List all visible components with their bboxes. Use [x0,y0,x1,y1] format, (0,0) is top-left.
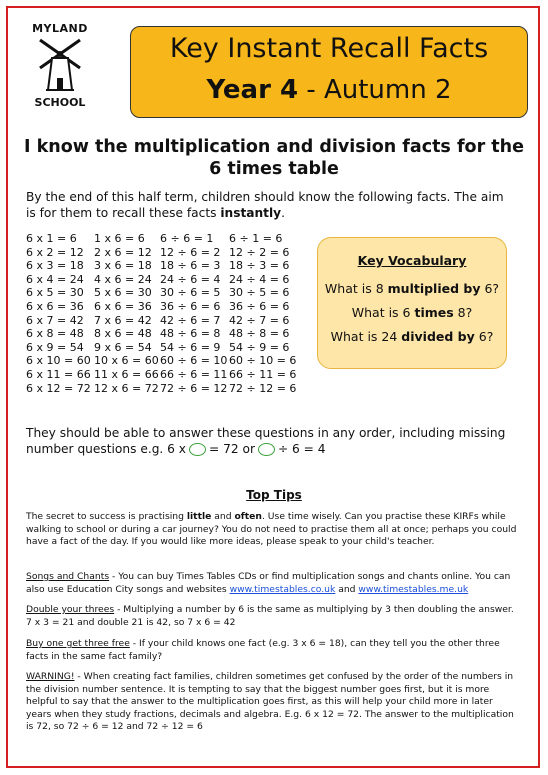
tip1-c: . Use time wisely. Can you practise these KIRFs while walking to school or during a car journey? You do not need to practise them all at once; perhaps you could have a fact of the day. If you would like more ideas, please speak to your child's teacher. [26,511,517,548]
vocab-q2-post: 8? [457,305,473,320]
fact-line: 54 ÷ 6 = 9 [160,340,221,354]
vocab-q3-pre: What is 24 [330,329,398,344]
vocab-q3-term: divided by [401,329,475,344]
blank-circle-icon [258,443,275,456]
fact-line: 12 ÷ 2 = 6 [229,245,290,259]
intro-emphasis: instantly [220,206,282,220]
order-end: ÷ 6 = 4 [277,442,326,456]
fact-line: 6 x 2 = 12 [26,245,84,259]
tip-songs [26,571,518,596]
fact-line: 6 x 7 = 42 [26,313,84,327]
fact-line: 18 ÷ 6 = 3 [160,259,221,273]
title-box [130,26,528,118]
fact-line: 9 x 6 = 54 [94,340,152,354]
school-name-top: MYLAND [32,22,88,35]
tip1-bold-often: often [234,511,262,522]
fact-line: 6 x 5 = 30 [26,286,84,300]
tip-warning [26,671,518,734]
vocab-q2-pre: What is 6 [351,305,411,320]
fact-line: 48 ÷ 6 = 8 [160,327,221,341]
timestables-me-uk-link[interactable]: www.timestables.me.uk [358,583,469,595]
heading-line-1: I know the multiplication and division facts for the [24,137,524,157]
fact-line: 6 x 11 = 66 [26,367,91,381]
facts-column-4 [229,232,296,395]
fact-line: 18 ÷ 3 = 6 [229,259,290,273]
intro-body: By the end of this half term, children should know the following facts. The aim is for them to recall these facts [26,190,504,220]
vocab-q1-term: multiplied by [387,281,481,296]
vocab-q1-post: 6? [484,281,500,296]
key-vocabulary-box [317,237,507,369]
fact-line: 30 ÷ 5 = 6 [229,286,290,300]
fact-line: 60 ÷ 6 = 10 [160,354,228,368]
fact-line: 66 ÷ 11 = 6 [229,367,297,381]
tip-double-threes [26,604,518,629]
fact-line: 42 ÷ 7 = 6 [229,313,290,327]
fact-line: 6 x 12 = 72 [26,381,91,395]
fact-line: 8 x 6 = 48 [94,327,152,341]
tip1-a: The secret to success is practising [26,511,184,522]
tip5-heading: WARNING! [26,671,75,682]
fact-line: 1 x 6 = 6 [94,232,145,245]
fact-line: 30 ÷ 6 = 5 [160,286,221,300]
school-logo [18,22,102,114]
tip3-heading: Double your threes [26,604,115,615]
fact-line: 6 ÷ 6 = 1 [160,232,214,245]
vocab-question-2 [318,305,506,320]
intro-end: . [281,206,286,220]
fact-line: 6 x 8 = 48 [26,327,84,341]
vocab-q2-term: times [414,305,454,320]
fact-line: 5 x 6 = 30 [94,286,152,300]
order-mid: = 72 or [209,442,255,456]
fact-line: 6 x 3 = 18 [26,259,84,273]
fact-line: 3 x 6 = 18 [94,259,152,273]
fact-line: 36 ÷ 6 = 6 [160,299,221,313]
fact-line: 66 ÷ 6 = 11 [160,367,228,381]
facts-column-3 [160,232,227,395]
year-label: Year 4 [206,75,299,105]
fact-line: 6 x 6 = 36 [26,299,84,313]
heading-line-2: 6 times table [209,159,339,179]
fact-line: 4 x 6 = 24 [94,272,152,286]
tip2-heading: Songs and Chants [26,571,110,582]
title: Key Instant Recall Facts [169,33,489,64]
vocab-q1-pre: What is 8 [324,281,384,296]
tip3-text: - Multiplying a number by 6 is the same as multiplying by 3 then doubling the answer. 7 x 3 = 21 and double 21 is 42, so 7 x 6 = 42 [26,604,514,628]
tip2-text: - You can buy Times Tables CDs or find multiplication songs and chants online. You can also use Education City songs and websites [26,571,511,595]
fact-line: 10 x 6 = 60 [94,354,159,368]
tip-buy-one [26,638,518,663]
fact-line: 6 x 6 = 36 [94,299,152,313]
fact-line: 48 ÷ 8 = 6 [229,327,290,341]
fact-line: 54 ÷ 9 = 6 [229,340,290,354]
fact-line: 11 x 6 = 66 [94,367,159,381]
fact-line: 2 x 6 = 12 [94,245,152,259]
fact-line: 12 x 6 = 72 [94,381,159,395]
windmill-icon [32,34,88,94]
school-name-bottom: SCHOOL [34,96,86,109]
vocab-question-1 [318,281,506,296]
blank-circle-icon [189,443,206,456]
fact-line: 72 ÷ 6 = 12 [160,381,228,395]
vocab-title: Key Vocabulary [357,253,467,268]
top-tips-title: Top Tips [246,488,302,502]
order-text: They should be able to answer these questions in any order, including missing number questions e.g. 6 x [26,426,506,456]
tip4-heading: Buy one get three free [26,638,130,649]
fact-line: 6 x 4 = 24 [26,272,84,286]
facts-column-1 [26,232,91,395]
fact-line: 7 x 6 = 42 [94,313,152,327]
intro-text [26,189,516,221]
any-order-text [26,425,522,457]
fact-line: 60 ÷ 10 = 6 [229,354,297,368]
term-label: - Autumn 2 [306,75,452,105]
fact-line: 6 x 9 = 54 [26,340,84,354]
vocab-question-3 [318,329,506,344]
page-heading [20,136,528,180]
fact-line: 24 ÷ 4 = 6 [229,272,290,286]
subtitle [131,75,527,105]
fact-line: 12 ÷ 6 = 2 [160,245,221,259]
tip2-and: and [335,583,359,595]
fact-line: 6 ÷ 1 = 6 [229,232,283,245]
tip4-text: - If your child knows one fact (e.g. 3 x 6 = 18), can they tell you the other three facts in the same fact family? [26,638,500,662]
fact-line: 42 ÷ 6 = 7 [160,313,221,327]
fact-line: 24 ÷ 6 = 4 [160,272,221,286]
tip1-mid: and [214,511,232,522]
tip-practice [26,511,518,549]
facts-column-2 [94,232,159,395]
fact-line: 72 ÷ 12 = 6 [229,381,297,395]
fact-line: 6 x 1 = 6 [26,232,77,245]
timestables-co-uk-link[interactable]: www.timestables.co.uk [229,583,336,595]
fact-line: 6 x 10 = 60 [26,354,91,368]
vocab-q3-post: 6? [478,329,494,344]
tip1-bold-little: little [186,511,212,522]
tip5-text: - When creating fact families, children sometimes get confused by the order of the numbers in the division number sentence. It is tempting to say that the biggest number goes first, but it is more helpful to say that the answer to the multiplication goes first, as this will help your child more in later years when they study fractions, decimals and algebra. E.g. 6 x 12 = 72. The answer to the multiplication is 72, so 72 ÷ 6 = 12 and 72 ÷ 12 = 6 [26,671,514,733]
fact-line: 36 ÷ 6 = 6 [229,299,290,313]
